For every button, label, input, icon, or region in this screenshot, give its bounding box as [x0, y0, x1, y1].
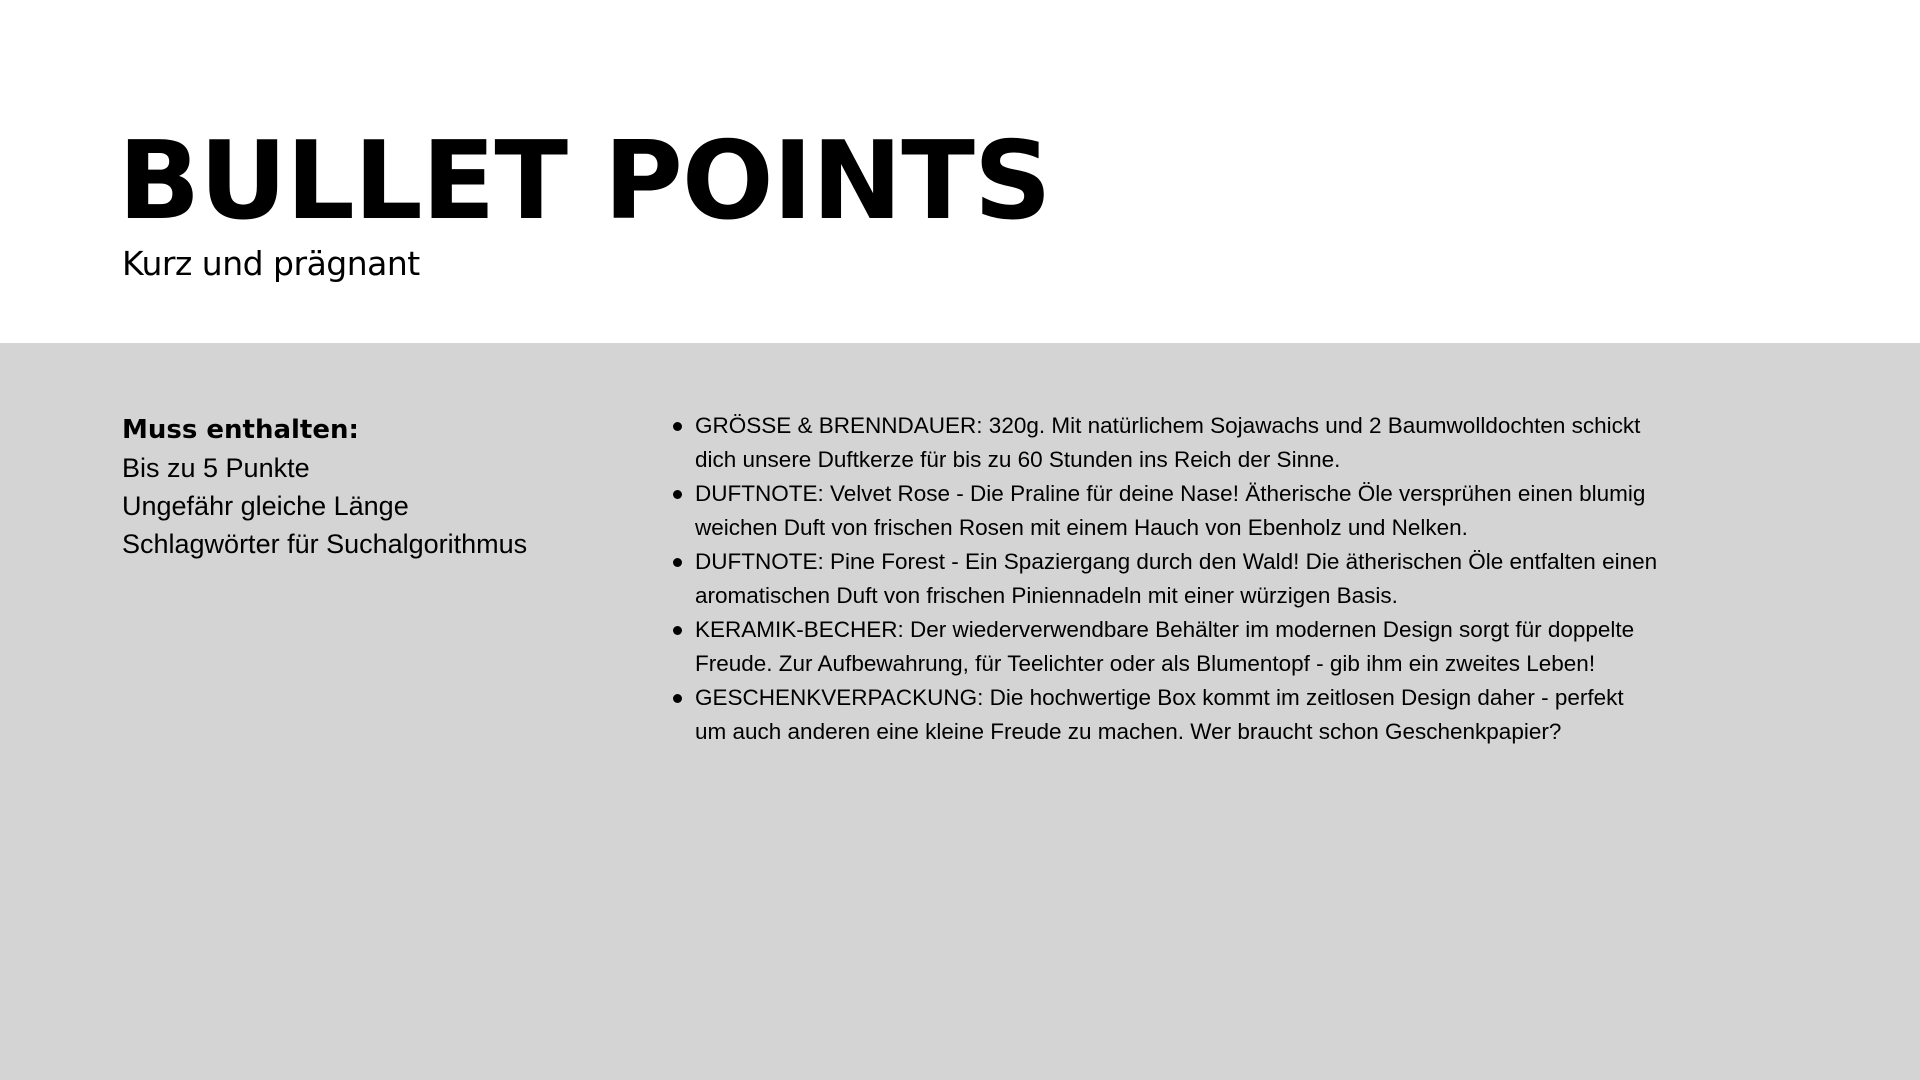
- header-section: [0, 0, 1920, 343]
- bullet-text-line: dich unsere Duftkerze für bis zu 60 Stunden ins Reich der Sinne.: [695, 447, 1341, 472]
- bullet-dot-icon: [673, 422, 682, 431]
- bullet-item: [672, 681, 1672, 749]
- bullet-dot-icon: [673, 558, 682, 567]
- bullet-dot-icon: [673, 694, 682, 703]
- requirement-item: Schlagwörter für Suchalgorithmus: [122, 529, 528, 559]
- bullet-dot-icon: [673, 626, 682, 635]
- bullet-item: [672, 477, 1672, 545]
- page-title: BULLET POINTS: [118, 119, 1051, 244]
- requirements-panel: [122, 411, 642, 563]
- bullet-text-line: um auch anderen eine kleine Freude zu machen. Wer braucht schon Geschenkpapier?: [695, 719, 1562, 744]
- bullet-text-line: aromatischen Duft von frischen Piniennadeln mit einer würzigen Basis.: [695, 583, 1398, 608]
- bullet-item: [672, 545, 1672, 613]
- page-subtitle: Kurz und prägnant: [122, 244, 420, 283]
- bullet-item: [672, 409, 1672, 477]
- bullet-item: [672, 613, 1672, 681]
- bullet-list: [672, 409, 1672, 749]
- requirement-item: Ungefähr gleiche Länge: [122, 491, 409, 521]
- requirement-item: Bis zu 5 Punkte: [122, 453, 310, 483]
- content-section: [0, 343, 1920, 1080]
- bullet-text-line: DUFTNOTE: Pine Forest - Ein Spaziergang durch den Wald! Die ätherischen Öle entfalten einen: [695, 549, 1658, 574]
- bullet-text-line: GESCHENKVERPACKUNG: Die hochwertige Box kommt im zeitlosen Design daher - perfekt: [695, 685, 1624, 710]
- bullet-text-line: DUFTNOTE: Velvet Rose - Die Praline für deine Nase! Ätherische Öle versprühen einen blumig: [695, 481, 1646, 506]
- bullet-text-line: Freude. Zur Aufbewahrung, für Teelichter oder als Blumentopf - gib ihm ein zweites Leben!: [695, 651, 1596, 676]
- bullet-dot-icon: [673, 490, 682, 499]
- bullet-text-line: GRÖSSE & BRENNDAUER: 320g. Mit natürlichem Sojawachs und 2 Baumwolldochten schickt: [695, 413, 1641, 438]
- requirements-heading: Muss enthalten:: [122, 415, 359, 445]
- bullet-text-line: weichen Duft von frischen Rosen mit einem Hauch von Ebenholz und Nelken.: [695, 515, 1468, 540]
- bullet-text-line: KERAMIK-BECHER: Der wiederverwendbare Behälter im modernen Design sorgt für doppelte: [695, 617, 1635, 642]
